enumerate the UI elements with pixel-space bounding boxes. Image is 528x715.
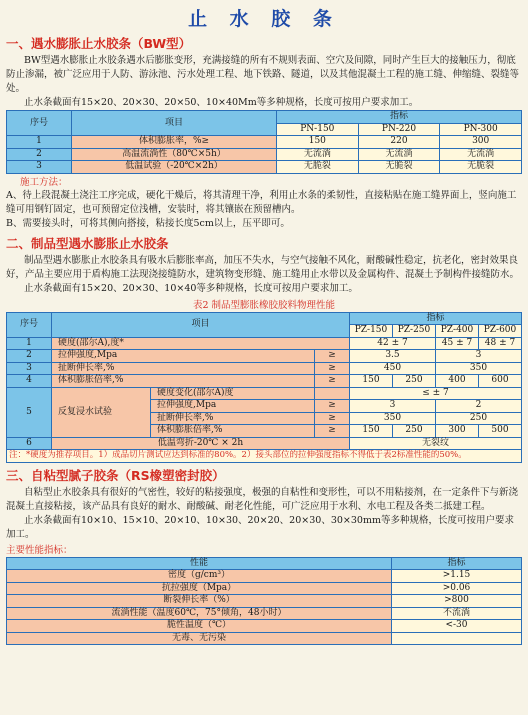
t2-row-no: 2 bbox=[7, 350, 52, 363]
t2-sub-item: 拉伸强度,Mpa bbox=[151, 400, 315, 413]
t1-cell: 无脆裂 bbox=[358, 161, 440, 174]
t2-row-op bbox=[315, 387, 350, 400]
table-row bbox=[7, 148, 522, 161]
page-title: 止 水 胶 条 bbox=[188, 8, 340, 30]
section3-spec: 止水条截面有10×10、15×10、20×10、10×30、20×20、20×30、30×30mm等多种规格，长度可按用户要求加工。 bbox=[6, 514, 514, 540]
t3-row-item: 密度（g/cm³） bbox=[7, 570, 392, 583]
t2-cell: 350 bbox=[350, 412, 436, 425]
t1-cell: 300 bbox=[440, 136, 522, 149]
t2-row-item: 扯断伸长率,% bbox=[52, 362, 315, 375]
t1-cell: 无脆裂 bbox=[440, 161, 522, 174]
table-row bbox=[7, 595, 522, 608]
t1-col-header: PN-220 bbox=[358, 123, 440, 136]
t3-row-item: 无毒、无污染 bbox=[7, 632, 392, 645]
t1-row-no: 3 bbox=[7, 161, 72, 174]
t1-row-no: 1 bbox=[7, 136, 72, 149]
section2-spec: 止水条截面有15×20、20×30、10×40等多种规格，长度可按用户要求加工。 bbox=[24, 282, 358, 294]
t2-col-header: PZ-400 bbox=[436, 325, 479, 338]
table-row bbox=[7, 375, 522, 388]
table-row bbox=[7, 362, 522, 375]
t3-header-item: 性能 bbox=[7, 557, 392, 570]
t2-row-item: 反复浸水试验 bbox=[52, 387, 151, 437]
table-row bbox=[7, 620, 522, 633]
t2-row-item: 硬度(邵尔A),度* bbox=[52, 337, 350, 350]
section1-spec: 止水条截面有15×20、20×30、20×50、10×40Mm等多种规格，长度可按用户要求加工。 bbox=[24, 97, 419, 108]
table-row bbox=[7, 632, 522, 645]
table-row bbox=[7, 136, 522, 149]
t3-cell: >1.15 bbox=[392, 570, 522, 583]
table-note-row bbox=[7, 450, 522, 463]
t2-cell: 3.5 bbox=[350, 350, 436, 363]
t3-cell: <-30 bbox=[392, 620, 522, 633]
t1-cell: 150 bbox=[277, 136, 359, 149]
t2-header-item: 项目 bbox=[52, 312, 350, 337]
bw-spec-table bbox=[6, 110, 522, 174]
t2-cell: 150 bbox=[350, 425, 393, 438]
t3-cell: 不流淌 bbox=[392, 607, 522, 620]
t2-header-no: 序号 bbox=[7, 312, 52, 337]
t2-col-header: PZ-150 bbox=[350, 325, 393, 338]
t2-cell: ≤ ± 7 bbox=[350, 387, 522, 400]
t2-row-op: ≥ bbox=[315, 350, 350, 363]
table-row bbox=[7, 570, 522, 583]
t1-cell: 220 bbox=[358, 136, 440, 149]
table-row bbox=[7, 350, 522, 363]
t2-sub-item: 体积膨胀倍率,% bbox=[151, 425, 315, 438]
t2-note: 注：*硬度为推荐项目。1）成品切片测试应达到标准的80%。2）接头部位的拉伸强度指标不得低于表2标准性能的50%。 bbox=[7, 450, 522, 463]
section3-heading: 三、自粘型腻子胶条（RS橡塑密封胶） bbox=[6, 467, 225, 483]
t3-row-item: 断裂伸长率（%） bbox=[7, 595, 392, 608]
t2-row-no: 6 bbox=[7, 437, 52, 450]
t3-cell: >800 bbox=[392, 595, 522, 608]
t2-sub-item: 扯断伸长率,% bbox=[151, 412, 315, 425]
t2-cell: 450 bbox=[350, 362, 436, 375]
t2-col-header: PZ-250 bbox=[393, 325, 436, 338]
table-row bbox=[7, 387, 522, 400]
t2-cell: 45 ± 7 bbox=[436, 337, 479, 350]
t2-row-no: 1 bbox=[7, 337, 52, 350]
t2-row-no: 4 bbox=[7, 375, 52, 388]
t1-header-no: 序号 bbox=[7, 111, 72, 136]
t1-col-header: PN-150 bbox=[277, 123, 359, 136]
t2-row-no: 3 bbox=[7, 362, 52, 375]
t2-cell: 150 bbox=[350, 375, 393, 388]
t1-cell: 无流淌 bbox=[358, 148, 440, 161]
t2-row-op: ≥ bbox=[315, 362, 350, 375]
table-row bbox=[7, 161, 522, 174]
t1-col-header: PN-300 bbox=[440, 123, 522, 136]
t2-cell: 48 ± 7 bbox=[479, 337, 522, 350]
method-a: A、待上段混凝土浇注工序完成，硬化干燥后，将其清理干净，利用止水条的柔韧性，直接粘贴在施工缝界面上，竖向施工缝可用钢钉固定，也可预留定位浅槽，安装时，将其镶嵌在预留槽内。 bbox=[6, 189, 517, 215]
t2-row-op: ≥ bbox=[315, 425, 350, 438]
t1-cell: 无流淌 bbox=[440, 148, 522, 161]
t3-row-item: 流淌性能（温度60℃，75°倾角，48小时） bbox=[7, 607, 392, 620]
t2-cell: 42 ± 7 bbox=[350, 337, 436, 350]
table-row bbox=[7, 607, 522, 620]
t1-row-item: 体积膨胀率，%≥ bbox=[72, 136, 277, 149]
t2-cell: 2 bbox=[436, 400, 522, 413]
t2-row-item: 拉伸强度,Mpa bbox=[52, 350, 315, 363]
t2-row-item: 体积膨胀倍率,% bbox=[52, 375, 315, 388]
table-row bbox=[7, 437, 522, 450]
t1-header-item: 项目 bbox=[72, 111, 277, 136]
pz-property-table bbox=[6, 312, 522, 463]
t2-sub-item: 硬度变化(邵尔A)度 bbox=[151, 387, 315, 400]
t1-cell: 无脆裂 bbox=[277, 161, 359, 174]
t2-cell: 3 bbox=[350, 400, 436, 413]
t1-cell: 无流淌 bbox=[277, 148, 359, 161]
section3-intro: 自粘型止水胶条具有很好的气密性，较好的粘接强度，极强的自粘性和变形性，可以不用粘接剂，在一定条件下与新浇混凝土直接粘接，该产品具有良好的耐水、耐酸碱、耐老化性能，可广泛应用于水利、水电工程及各类二抵建工程。 bbox=[6, 486, 519, 512]
t2-cell: 350 bbox=[436, 362, 522, 375]
t2-cell: 250 bbox=[436, 412, 522, 425]
section1-intro: BW型遇水膨胀止水胶条遇水后膨胀变形，充满接缝的所有不规则表面、空穴及间隙，同时产生巨大的接触压力，彻底防止渗漏，被广泛应用于人防、游泳池、污水处理工程、地下铁路、隧道，以及其他混凝土工程的施工缝、伸缩缝、裂缝等处。 bbox=[6, 55, 520, 94]
t2-row-op: ≥ bbox=[315, 412, 350, 425]
section1-heading: 一、遇水膨胀止水胶条（BW型） bbox=[6, 36, 192, 51]
t2-cell: 600 bbox=[479, 375, 522, 388]
table-row bbox=[7, 337, 522, 350]
t1-header-index: 指标 bbox=[277, 111, 522, 124]
t3-header-index: 指标 bbox=[392, 557, 522, 570]
t2-row-op: ≥ bbox=[315, 375, 350, 388]
t2-cell: 250 bbox=[393, 375, 436, 388]
t2-row-op: ≥ bbox=[315, 400, 350, 413]
t3-cell: >0.06 bbox=[392, 582, 522, 595]
t2-cell: 250 bbox=[393, 425, 436, 438]
t1-row-no: 2 bbox=[7, 148, 72, 161]
t1-row-item: 高温流淌性（80℃×5h） bbox=[72, 148, 277, 161]
section3-subhead: 主要性能指标： bbox=[6, 544, 73, 556]
t2-cell: 500 bbox=[479, 425, 522, 438]
t1-row-item: 低温试验（-20℃×2h） bbox=[72, 161, 277, 174]
t2-cell: 3 bbox=[436, 350, 522, 363]
t2-row-no: 5 bbox=[7, 387, 52, 437]
t2-header-index: 指标 bbox=[350, 312, 522, 325]
t2-cell: 300 bbox=[436, 425, 479, 438]
rs-property-table bbox=[6, 557, 522, 646]
t3-cell bbox=[392, 632, 522, 645]
method-title: 施工方法： bbox=[20, 176, 68, 188]
section2-heading: 二、制品型遇水膨胀止水胶条 bbox=[6, 235, 169, 251]
t2-cell: 400 bbox=[436, 375, 479, 388]
table2-caption: 表2 制品型膨胀橡胶胶料物理性能 bbox=[192, 299, 336, 311]
t2-cell: 无裂纹 bbox=[350, 437, 522, 450]
section2-intro: 制品型遇水膨胀止水胶条具有吸水后膨胀率高，加压不失水，与空气接触不风化，耐酸碱性稳定，抗老化，密封效果良好，产品主要应用于盾构施工法现浇接缝防水，建筑物变形缝、施工缝用止水带以及金属构件、混凝土予制构件接缝防水。 bbox=[6, 254, 520, 280]
table-row bbox=[7, 582, 522, 595]
t3-row-item: 脆性温度（℃） bbox=[7, 620, 392, 633]
t2-row-item: 低温弯折-20℃ × 2h bbox=[52, 437, 350, 450]
t3-row-item: 抗拉强度（Mpa） bbox=[7, 582, 392, 595]
t2-col-header: PZ-600 bbox=[479, 325, 522, 338]
method-b: B、需要接头时，可将其侧向搭接，粘接长度5cm以上，压平即可。 bbox=[6, 217, 290, 229]
